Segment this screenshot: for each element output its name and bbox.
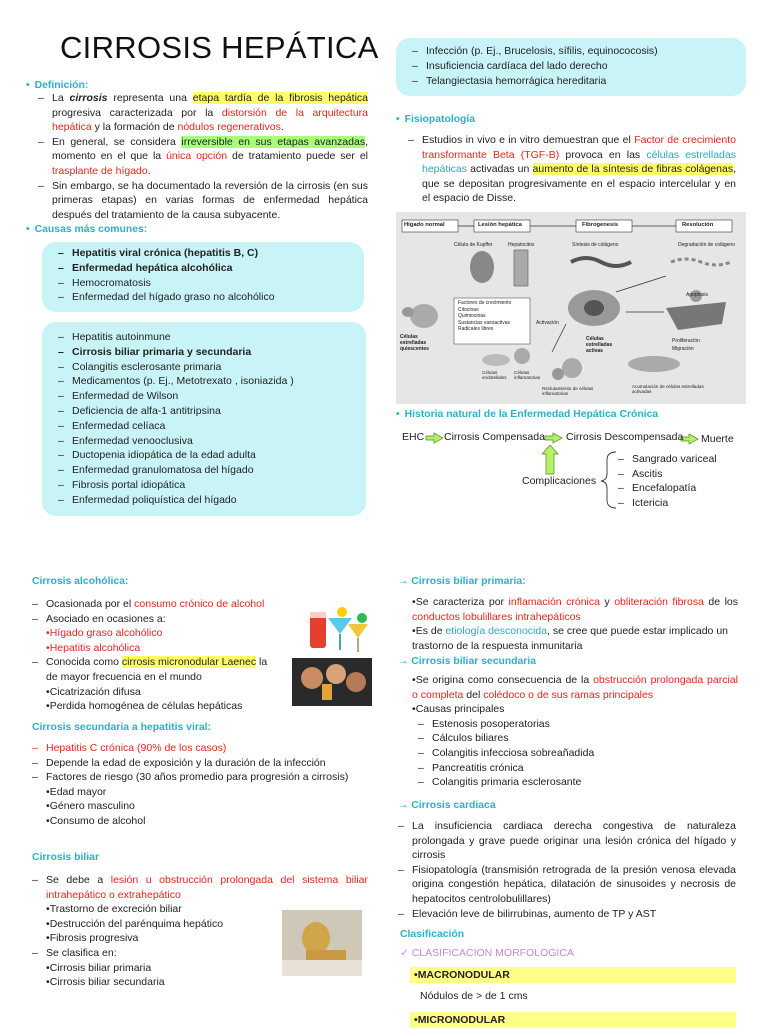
page-title: CIRROSIS HEPÁTICA — [60, 30, 379, 65]
causa-item: – Hepatitis autoinmune — [58, 330, 366, 345]
clasificacion-section — [400, 929, 738, 1028]
fisiopatologia-heading: • Fisiopatología — [396, 114, 736, 125]
diagram-label: Migración — [672, 346, 694, 352]
historia-flow — [400, 428, 746, 520]
fisiopatologia-p: – Estudios in vivo e in vitro demuestran que el Factor de crecimiento transformante Beta (TGF-B) provoca en las células estrelladas hepáticas activadas un aumento de la síntesis de fibras colágenas, que se depositan progresivamente en el espacio intercelular y en el espacio de Disse. — [408, 133, 736, 206]
diagram-label: Proliferación — [672, 338, 700, 344]
fisiopatologia-section — [396, 114, 736, 206]
alcoholica-l3: – Conocida como cirrosis micronodular Laenec la de mayor frecuencia en el mundo — [32, 655, 278, 684]
diagram-label: Células estrelladas quiescentes — [400, 334, 429, 352]
causa-item: – Medicamentos (p. Ej., Metotrexato , isoniazida ) — [58, 374, 366, 389]
viral-sub: • Género masculino — [32, 799, 368, 814]
causa-item: – Infección (p. Ej., Brucelosis, sífilis, equinococosis) — [412, 44, 746, 59]
flow-complicaciones: Complicaciones — [522, 475, 597, 487]
macronodular: •MACRONODULAR — [410, 967, 736, 984]
diagram-header: Hígado normal — [404, 222, 445, 228]
flow-ehc: EHC — [402, 431, 425, 443]
historia-heading: • Historia natural de la Enfermedad Hepática Crónica — [396, 409, 658, 420]
diagram-label: Células inflamatorias — [514, 370, 541, 380]
biliar-sub2: • Cirrosis biliar primaria — [32, 961, 368, 976]
diagram-header: Lesión hepática — [478, 222, 522, 228]
biliar-primaria-section — [398, 576, 738, 653]
causa-item: – Insuficiencia cardíaca del lado derecho — [412, 59, 746, 74]
fibrogenesis-diagram — [396, 212, 746, 404]
diagram-art — [396, 212, 746, 404]
diagram-label: Apoptosis — [686, 292, 708, 298]
diagram-label: Célula de Kupffer — [454, 242, 493, 248]
viral-heading: Cirrosis secundaria a hepatitis viral: — [32, 722, 212, 733]
biliar-l1: – Se debe a lesión u obstrucción prolongada del sistema biliar intrahepático o extrahepático — [32, 873, 368, 902]
biliar-primaria-heading: → Cirrosis biliar primaria: — [398, 576, 526, 587]
biliar-secundaria-l1: • Se origina como consecuencia de la obstrucción prolongada parcial o completa del colédoco o de sus ramas principales — [398, 673, 738, 702]
causa-item: – Colangitis esclerosante primaria — [58, 360, 366, 375]
viral-sub: • Consumo de alcohol — [32, 814, 368, 829]
viral-l2: – Depende la edad de exposición y la duración de la infección — [32, 756, 368, 771]
causas-heading: • Causas más comunes: — [26, 224, 368, 235]
complicacion-item: – Ascitis — [618, 467, 717, 482]
diagram-label: Acumulación de células estrelladas activadas — [632, 384, 704, 394]
biliar-sub: • Fibrosis progresiva — [32, 931, 368, 946]
causa-item: – Hemocromatosis — [58, 276, 364, 291]
causa-item: – Enfermedad granulomatosa del hígado — [58, 463, 366, 478]
causa-principal: – Colangitis primaria esclerosante — [418, 775, 738, 790]
causa-item: – Hepatitis viral crónica (hepatitis B, C) — [58, 246, 364, 261]
diagram-header: Resolución — [682, 222, 714, 228]
diagram-label: Hepatocitos — [508, 242, 535, 248]
cardiaca-heading: → Cirrosis cardiaca — [398, 800, 496, 811]
flow-compensada: Cirrosis Compensada — [444, 431, 545, 443]
flow-muerte: Muerte — [701, 433, 734, 445]
definicion-heading: • Definición: — [26, 80, 368, 91]
biliar-secundaria-section — [398, 656, 738, 790]
diagram-factors: Factores de crecimiento Citocinas Quimiocinas Sustancias vasoactivas Radicales libres — [458, 300, 512, 333]
viral-l3: – Factores de riesgo (30 años promedio para progresión a cirrosis) — [32, 770, 368, 785]
definicion-p1: – La cirrosis representa una etapa tardía de la fibrosis hepática progresiva caracterizada por la distorsión de la arquitectura hepática y la formación de nódulos regenerativos. — [38, 91, 368, 135]
biliar-secundaria-l2: • Causas principales — [398, 702, 738, 717]
diagram-label: Células endoteliales — [482, 370, 507, 380]
cardiaca-l2: – Fisiopatología (transmisión retrograda de la presión venosa elevada origina congestión hepática, dilatación de sinusoides y necrosis de hepatocitos centrolobulillares) — [398, 863, 736, 907]
diagram-label: Activación — [536, 320, 559, 326]
biliar-primaria-l2: • Es de etiología desconocida, se cree que puede estar implicado un trastorno de la respuesta inmunitaria — [398, 624, 738, 653]
cocktail-drinks-image — [302, 602, 374, 656]
complicacion-item: – Ictericia — [618, 496, 717, 511]
causa-item: – Cirrosis biliar primaria y secundaria — [58, 345, 366, 360]
causas-box-common — [42, 242, 364, 312]
flow-descompensada: Cirrosis Descompensada — [566, 431, 684, 443]
viral-section — [32, 722, 368, 829]
clasificacion-heading: Clasificación — [400, 929, 465, 940]
causa-item: – Ductopenia idiopática de la edad adulta — [58, 448, 366, 463]
causa-principal: – Pancreatitis crónica — [418, 761, 738, 776]
causa-item: – Enfermedad hepática alcohólica — [58, 261, 364, 276]
cardiaca-l3: – Elevación leve de bilirrubinas, aumento de TP y AST — [398, 907, 736, 922]
alcoholica-l2b: • Hepatitis alcohólica — [32, 641, 372, 656]
causa-principal: – Colangitis infecciosa sobreañadida — [418, 746, 738, 761]
biliar-primaria-l1: • Se caracteriza por inflamación crónica y obliteración fibrosa de los conductos lobulillares intrahepáticos — [398, 595, 738, 624]
causa-principal: – Cálculos biliares — [418, 731, 738, 746]
diagram-header: Fibrogenesis — [582, 222, 619, 228]
clasificacion-sub: ✓ CLASIFICACION MORFOLOGICA — [400, 947, 574, 959]
complicacion-item: – Encefalopatía — [618, 481, 717, 496]
alcoholica-heading: Cirrosis alcohólica: — [32, 576, 129, 587]
definicion-section — [26, 80, 368, 235]
biliar-l2: – Se clasifica en: — [32, 946, 368, 961]
diagram-label: Reclutamiento de células inflamatorias — [542, 386, 594, 396]
diagram-label: Células estrelladas activas — [586, 336, 613, 354]
causa-item: – Enfermedad celíaca — [58, 419, 366, 434]
jaundice-patient-photo — [282, 910, 362, 976]
alcoholica-l2: – Asociado en ocasiones a: — [32, 612, 372, 627]
biliar-sub2: • Cirrosis biliar secundaria — [32, 975, 368, 990]
viral-sub: • Edad mayor — [32, 785, 368, 800]
causa-item: – Fibrosis portal idiopática — [58, 478, 366, 493]
causa-item: – Deficiencia de alfa-1 antitripsina — [58, 404, 366, 419]
cardiaca-l1: – La insuficiencia cardiaca derecha congestiva de naturaleza prolongada y grave puede originar una lesión crónica del hígado y cirrosis — [398, 819, 736, 863]
biliar-sub: • Destrucción del parénquima hepático — [32, 917, 368, 932]
biliar-heading: Cirrosis biliar — [32, 852, 99, 863]
micronodular: •MICRONODULAR — [410, 1012, 736, 1028]
alcoholica-l2a: • Hígado graso alcohólico — [32, 626, 372, 641]
causas-box-other — [42, 322, 366, 516]
biliar-secundaria-heading: → Cirrosis biliar secundaria — [398, 656, 537, 667]
diagram-label: Degradación de colágeno — [678, 242, 735, 248]
alcoholica-l3b: • Perdida homogénea de células hepáticas — [32, 699, 372, 714]
biliar-sub: • Trastorno de excreción biliar — [32, 902, 368, 917]
cardiaca-section — [398, 800, 736, 921]
definicion-p3: – Sin embargo, se ha documentado la reversión de la cirrosis (en sus primeras etapas) en varias formas de enfermedad hepática después del tratamiento de la causa subyacente. — [38, 179, 368, 223]
complicacion-item: – Sangrado variceal — [618, 452, 717, 467]
alcoholica-l3a: • Cicatrización difusa — [32, 685, 372, 700]
alcoholica-l1: – Ocasionada por el consumo crónico de alcohol — [32, 597, 372, 612]
diagram-label: Síntesis de colágeno — [572, 242, 619, 248]
causa-item: – Telangiectasia hemorrágica hereditaria — [412, 74, 746, 89]
causa-item: – Enfermedad del hígado graso no alcohólico — [58, 290, 364, 305]
causas-box-rare — [396, 38, 746, 96]
macronodular-desc: Nódulos de > de 1 cms — [420, 990, 528, 1003]
definicion-p2: – En general, se considera irreversible en sus etapas avanzadas, momento en el que la única opción de tratamiento puede ser el trasplante de hígado. — [38, 135, 368, 179]
causa-principal: – Estenosis posoperatorias — [418, 717, 738, 732]
causa-item: – Enfermedad de Wilson — [58, 389, 366, 404]
people-drinking-photo — [292, 658, 372, 706]
viral-l1: – Hepatitis C crónica (90% de los casos) — [32, 741, 368, 756]
causa-item: – Enfermedad venooclusiva — [58, 434, 366, 449]
complicaciones-list — [618, 452, 717, 510]
causa-item: – Enfermedad poliquística del hígado — [58, 493, 366, 508]
